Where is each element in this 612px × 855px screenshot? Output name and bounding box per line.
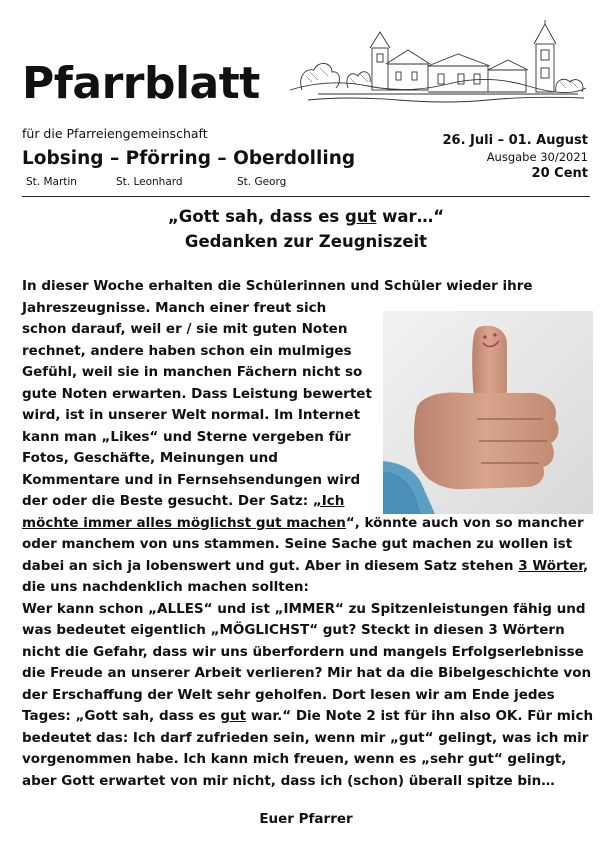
header-divider bbox=[22, 196, 590, 197]
article-line: Kommentare und in Fernsehsendungen wird bbox=[22, 471, 361, 488]
headline-text-end: war…“ bbox=[376, 207, 445, 226]
article-line: oder manchem von uns stammen. Seine Sache gut machen zu wollen ist bbox=[22, 536, 573, 552]
saint-martin: St. Martin bbox=[26, 176, 77, 188]
article-text: dabei an sich ja lobenswert und gut. Aber in diesem Satz stehen bbox=[22, 557, 519, 574]
masthead-title: Pfarrblatt bbox=[22, 58, 260, 109]
three-words-underlined: 3 Wörter bbox=[518, 557, 583, 574]
article-line: was bedeutet eigentlich „MÖGLICHST“ gut? Steckt in diesen 3 Wörtern bbox=[22, 622, 565, 638]
article-text: war.“ Die Note 2 ist für ihn also OK. Für mich bbox=[246, 708, 594, 724]
article-text: , bbox=[582, 557, 589, 574]
article-line: Fotos, Geschäfte, Meinungen und bbox=[22, 450, 278, 466]
gut-underlined: gut bbox=[220, 708, 247, 724]
article-line bbox=[22, 513, 590, 535]
article-line: In dieser Woche erhalten die Schülerinnen und Schüler wieder ihre bbox=[22, 278, 533, 294]
article-line: aber Gott erwartet von mir nicht, dass ich (schon) überall spitze bin… bbox=[22, 772, 555, 789]
saint-leonhard: St. Leonhard bbox=[116, 176, 183, 188]
article-line bbox=[22, 556, 590, 578]
headline-line-1 bbox=[0, 205, 612, 230]
headline-underlined: gut bbox=[344, 207, 377, 226]
article-line: die Freude an unserer Arbeit verlieren? Mir hat da die Bibelgeschichte von bbox=[22, 665, 592, 681]
masthead-subtitle: für die Pfarreiengemeinschaft bbox=[22, 126, 208, 141]
quote-underlined: möchte immer alles möglichst gut machen bbox=[22, 514, 346, 531]
article-line: vorgenommen habe. Ich kann mich freuen, wenn es „sehr gut“ gelingt, bbox=[22, 751, 567, 767]
article-text: der oder die Beste gesucht. Der Satz: bbox=[22, 493, 313, 509]
article-line: bedeutet das: Ich darf zufrieden sein, wenn mir „gut“ gelingt, was ich mir bbox=[22, 729, 589, 746]
article-line bbox=[22, 706, 594, 728]
quote-underlined: „Ich bbox=[312, 493, 345, 509]
article-line: schon darauf, weil er / sie mit guten Noten bbox=[22, 321, 348, 337]
article-text: Tages: „Gott sah, dass es bbox=[22, 708, 221, 724]
church-sketch-icon bbox=[288, 20, 588, 106]
headline-text: „Gott sah, dass es bbox=[167, 207, 345, 226]
price: 20 Cent bbox=[531, 166, 588, 182]
article-body bbox=[22, 276, 594, 792]
headline-line-2: Gedanken zur Zeugniszeit bbox=[184, 231, 428, 251]
article-headline bbox=[0, 205, 612, 255]
article-line: Wer kann schon „ALLES“ und ist „IMMER“ zu Spitzenleistungen fähig und bbox=[22, 600, 586, 617]
article-line: der Erschaffung der Welt sehr geholfen. Dort lesen wir am Ende jedes bbox=[22, 686, 555, 703]
article-line: kann man „Likes“ und Sterne vergeben für bbox=[22, 428, 351, 445]
article-line bbox=[22, 491, 590, 513]
article-line: Gefühl, weil sie in manchen Fächern nicht so bbox=[22, 364, 363, 380]
date-range: 26. Juli – 01. August bbox=[442, 133, 588, 148]
signature: Euer Pfarrer bbox=[259, 811, 353, 827]
saint-georg: St. Georg bbox=[237, 176, 287, 188]
article-line: Jahreszeugnisse. Manch einer freut sich bbox=[22, 299, 327, 316]
article-line: nicht die Gefahr, dass wir uns überfordern und mangels Erfolgserlebnisse bbox=[22, 643, 584, 660]
article-line: rechnet, andere haben schon ein mulmiges bbox=[22, 342, 352, 359]
issue-info bbox=[443, 132, 589, 183]
parish-names: Lobsing – Pförring – Oberdolling bbox=[22, 148, 356, 169]
article-line: die uns nachdenklich machen sollten: bbox=[22, 579, 309, 595]
article-line: wird, ist in unserer Welt normal. Im Internet bbox=[22, 407, 361, 423]
issue-number: Ausgabe 30/2021 bbox=[486, 149, 588, 164]
article-line: gute Noten erwarten. Dass Leistung bewertet bbox=[22, 385, 372, 402]
article-text: “, könnte auch von so mancher bbox=[345, 514, 584, 531]
